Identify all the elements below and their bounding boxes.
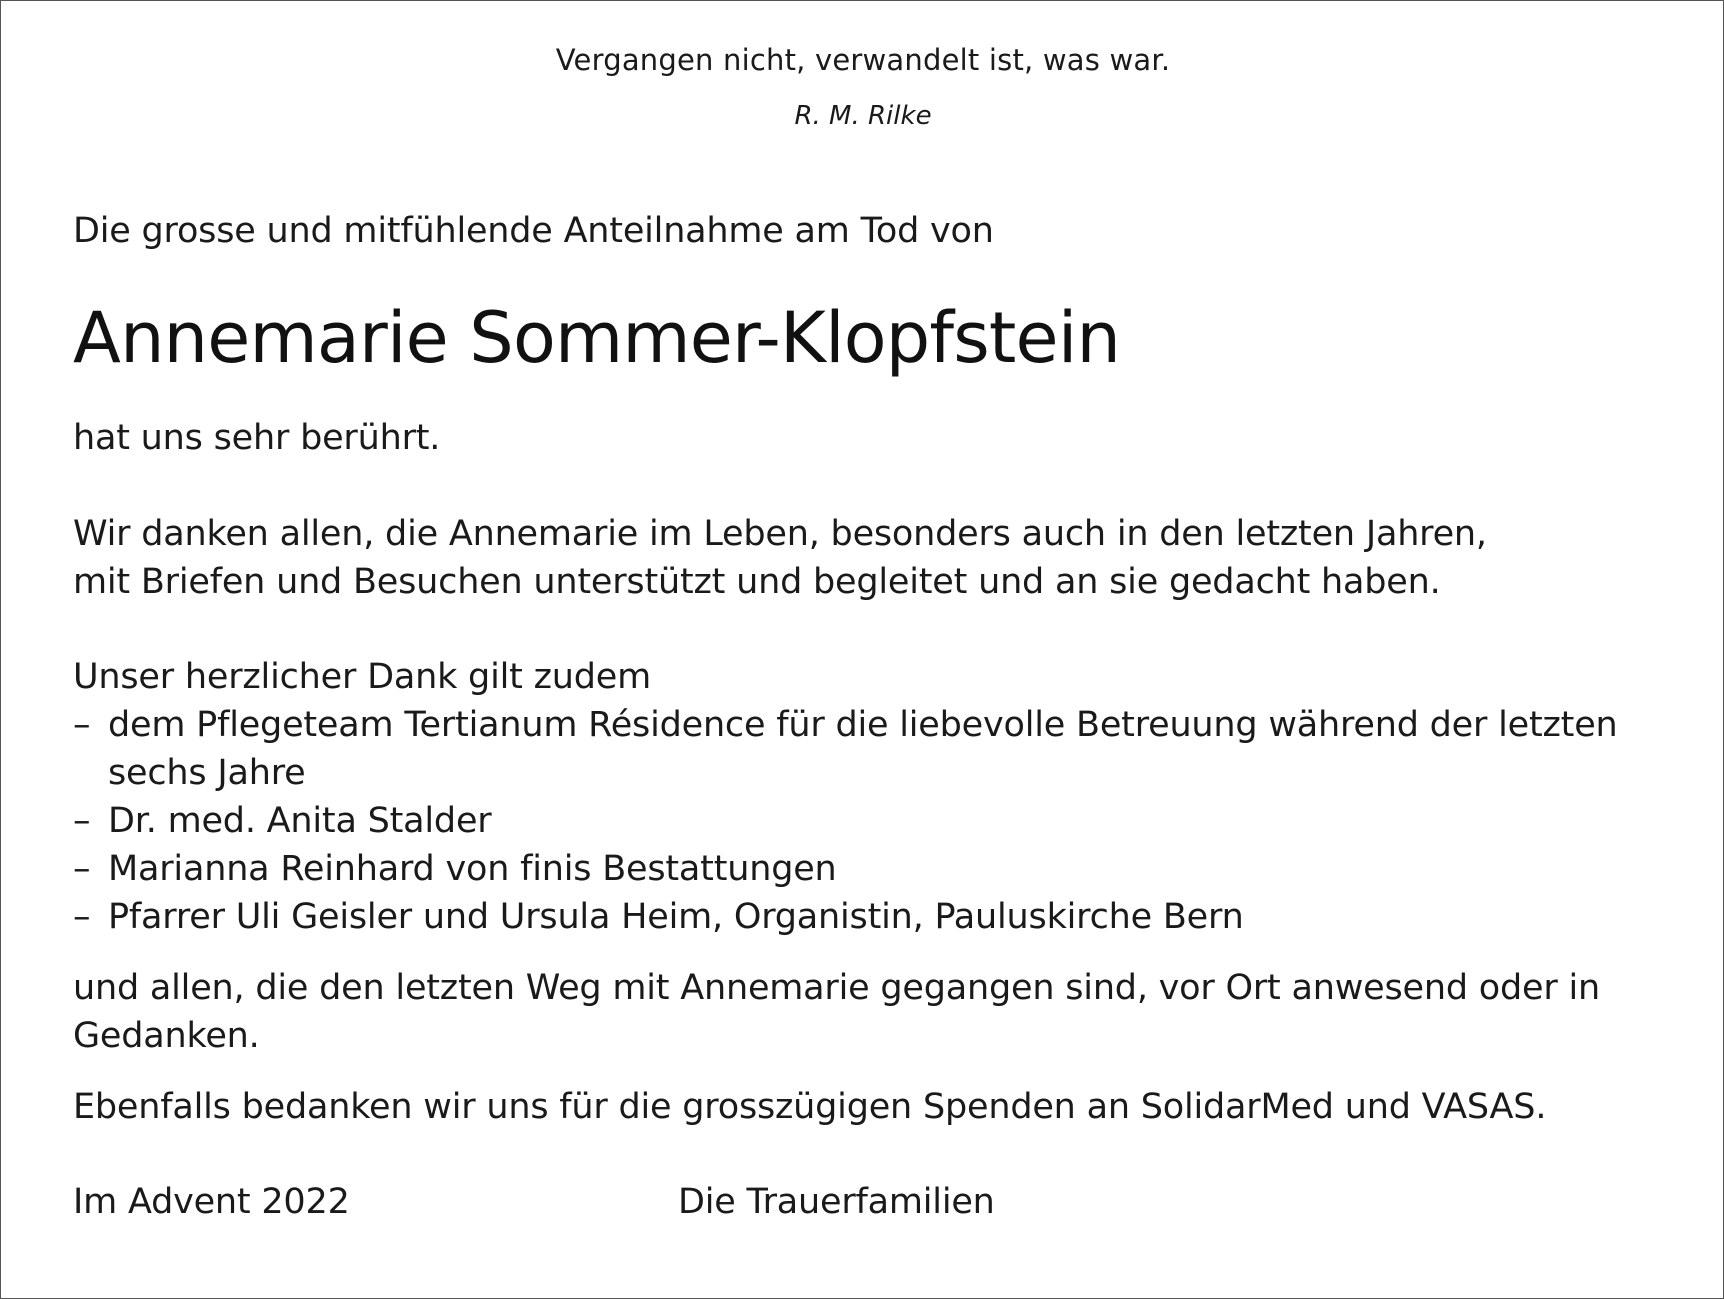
special-thanks-heading: Unser herzlicher Dank gilt zudem bbox=[73, 657, 651, 697]
list-bullet: – bbox=[73, 897, 91, 937]
donations-text: Ebenfalls bedanken wir uns für die grosszügigen Spenden an SolidarMed und VASAS. bbox=[73, 1087, 1547, 1127]
motto-quote: Vergangen nicht, verwandelt ist, was war. bbox=[555, 43, 1171, 77]
deceased-name: Annemarie Sommer-Klopfstein bbox=[73, 297, 1121, 379]
list-bullet: – bbox=[73, 801, 91, 841]
list-bullet: – bbox=[73, 705, 91, 745]
motto-author: R. M. Rilke bbox=[794, 101, 932, 131]
intro-text: Die grosse und mitfühlende Anteilnahme am Tod von bbox=[73, 211, 994, 251]
list-item: dem Pflegeteam Tertianum Résidence für die liebevolle Betreuung während der letzten bbox=[108, 705, 1618, 745]
list-item: Marianna Reinhard von finis Bestattungen bbox=[108, 849, 837, 889]
list-item: Pfarrer Uli Geisler und Ursula Heim, Organistin, Pauluskirche Bern bbox=[108, 897, 1244, 937]
closing-line-2: Gedanken. bbox=[73, 1016, 260, 1056]
thanks-line-1: Wir danken allen, die Annemarie im Leben, besonders auch in den letzten Jahren, bbox=[73, 514, 1487, 554]
thanks-line-2: mit Briefen und Besuchen unterstützt und begleitet und an sie gedacht haben. bbox=[73, 562, 1441, 602]
closing-line-1: und allen, die den letzten Weg mit Annemarie gegangen sind, vor Ort anwesend oder in bbox=[73, 968, 1600, 1008]
list-bullet: – bbox=[73, 849, 91, 889]
list-item-continuation: sechs Jahre bbox=[108, 753, 306, 793]
footer-signature: Die Trauerfamilien bbox=[678, 1182, 995, 1222]
footer-date: Im Advent 2022 bbox=[73, 1182, 350, 1222]
list-item: Dr. med. Anita Stalder bbox=[108, 801, 492, 841]
after-name-text: hat uns sehr berührt. bbox=[73, 418, 441, 458]
